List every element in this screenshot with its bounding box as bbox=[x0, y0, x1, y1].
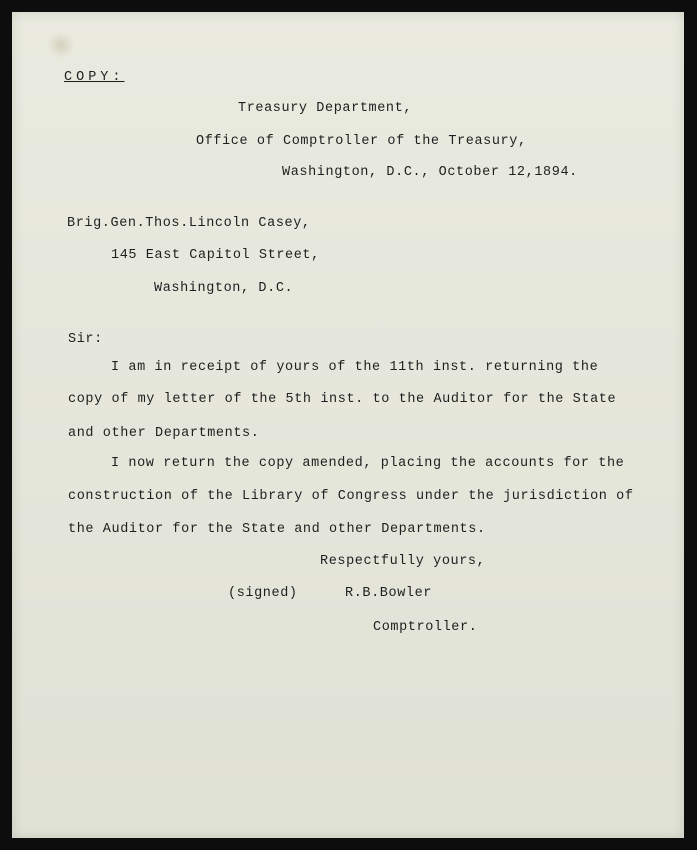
signed-note: (signed) bbox=[228, 586, 298, 601]
body-line: construction of the Library of Congress under the jurisdiction of bbox=[68, 489, 634, 504]
body-line: and other Departments. bbox=[68, 426, 260, 441]
body-line: I am in receipt of yours of the 11th inst. returning the bbox=[111, 360, 599, 375]
body-line: I now return the copy amended, placing the accounts for the bbox=[111, 456, 625, 471]
body-line: copy of my letter of the 5th inst. to the Auditor for the State bbox=[68, 392, 617, 407]
addressee-name: Brig.Gen.Thos.Lincoln Casey, bbox=[67, 216, 311, 231]
complimentary-close: Respectfully yours, bbox=[320, 554, 486, 569]
addressee-city: Washington, D.C. bbox=[154, 281, 294, 296]
paper-stain bbox=[46, 32, 76, 58]
addressee-street: 145 East Capitol Street, bbox=[111, 248, 320, 263]
department-line: Treasury Department, bbox=[238, 101, 413, 116]
signer-name: R.B.Bowler bbox=[345, 586, 433, 601]
signer-title: Comptroller. bbox=[373, 620, 478, 635]
body-line: the Auditor for the State and other Departments. bbox=[68, 522, 486, 537]
office-line: Office of Comptroller of the Treasury, bbox=[196, 134, 527, 149]
salutation: Sir: bbox=[68, 332, 103, 347]
place-date-line: Washington, D.C., October 12,1894. bbox=[282, 165, 578, 180]
copy-label: COPY: bbox=[64, 70, 125, 85]
